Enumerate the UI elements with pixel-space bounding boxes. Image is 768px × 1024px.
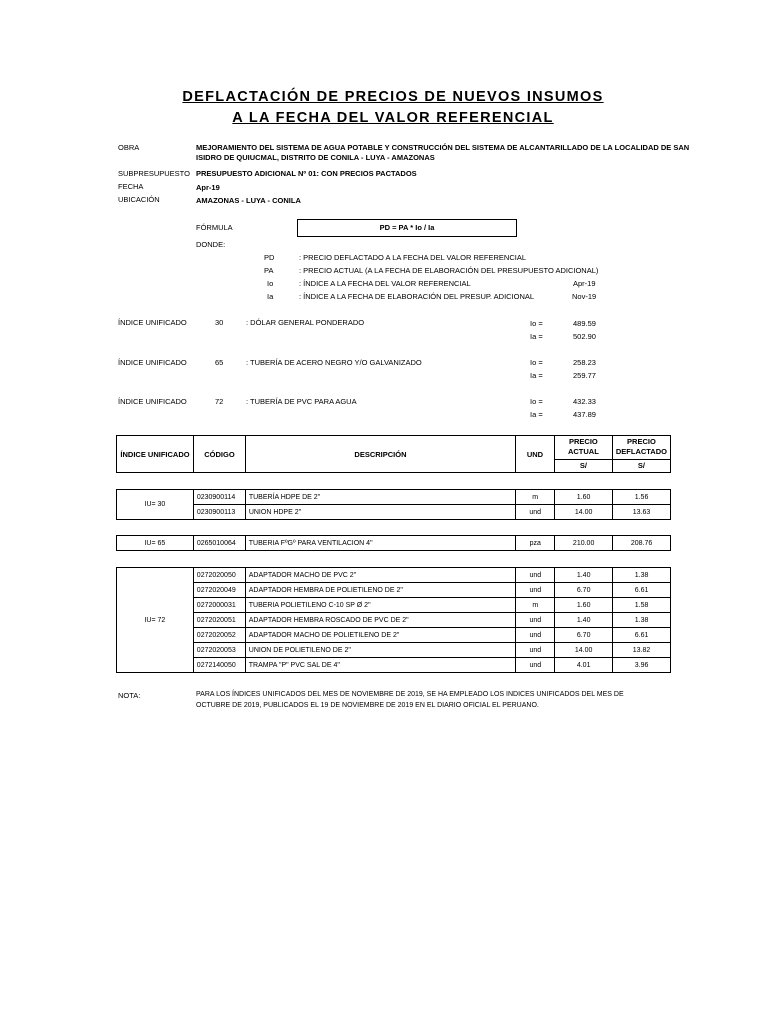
row-desc: UNION DE POLIETILENO DE 2" — [245, 643, 516, 658]
indice-io: 432.33 — [573, 397, 596, 406]
header-codigo: CÓDIGO — [193, 436, 245, 473]
row-desc: TUBERIA FºGº PARA VENTILACION 4" — [245, 536, 515, 551]
row-desc: TRAMPA "P" PVC SAL DE 4" — [245, 658, 516, 673]
indice-ia-label: Ia = — [530, 332, 543, 341]
indice-ia-label: Ia = — [530, 410, 543, 419]
table-row — [117, 643, 671, 658]
fecha-label: FECHA — [118, 182, 144, 191]
group-iu-label: IU= 65 — [117, 536, 194, 551]
indice-label: ÍNDICE UNIFICADO — [118, 318, 187, 327]
header-precio-deflactado — [612, 436, 670, 460]
indice-code: 30 — [215, 318, 224, 327]
row-precio-actual: 1.40 — [555, 568, 613, 583]
row-precio-actual: 14.00 — [555, 505, 613, 520]
row-und: und — [516, 643, 555, 658]
subpresupuesto-label: SUBPRESUPUESTO — [118, 169, 190, 178]
table-row — [117, 490, 671, 505]
row-precio-actual: 6.70 — [555, 583, 613, 598]
header-currency: S/ — [612, 459, 670, 472]
indice-code: 72 — [215, 397, 224, 406]
row-und: und — [516, 628, 555, 643]
indice-desc: : TUBERÍA DE PVC PARA AGUA — [246, 397, 357, 406]
nota-line1: PARA LOS ÍNDICES UNIFICADOS DEL MES DE NOVIEMBRE DE 2019, SE HA EMPLEADO LOS INDICES UNIFICADOS DEL MES DE — [196, 691, 624, 698]
indice-io-label: Io = — [530, 397, 543, 406]
row-desc: UNION HDPE 2" — [245, 505, 515, 520]
row-precio-actual: 4.01 — [555, 658, 613, 673]
row-und: pza — [516, 536, 555, 551]
indice-label: ÍNDICE UNIFICADO — [118, 358, 187, 367]
ubicacion-label: UBICACIÓN — [118, 195, 160, 204]
row-precio-deflactado: 1.56 — [613, 490, 671, 505]
row-precio-deflactado: 1.38 — [613, 613, 671, 628]
nota-line2: OCTUBRE DE 2019, PUBLICADOS EL 19 DE NOVIEMBRE DE 2019 EN EL DIARIO OFICIAL EL PERUANO. — [196, 702, 539, 709]
formula-box: PD = PA * Io / Ia — [297, 219, 517, 237]
header-precio-actual-line1: PRECIO — [569, 437, 598, 447]
row-code: 0272020050 — [193, 568, 245, 583]
header-indice: ÍNDICE UNIFICADO — [117, 436, 194, 473]
row-code: 0272140050 — [193, 658, 245, 673]
row-precio-deflactado: 13.63 — [613, 505, 671, 520]
indice-ia: 437.89 — [573, 410, 596, 419]
formula-label: FÓRMULA — [196, 223, 233, 232]
ubicacion-value: AMAZONAS - LUYA - CONILA — [196, 196, 301, 205]
indice-ia-label: Ia = — [530, 371, 543, 380]
indice-label: ÍNDICE UNIFICADO — [118, 397, 187, 406]
row-precio-actual: 210.00 — [555, 536, 613, 551]
table-row — [117, 628, 671, 643]
table-row — [117, 658, 671, 673]
row-code: 0272020053 — [193, 643, 245, 658]
row-desc: TUBERÍA HDPE DE 2" — [245, 490, 515, 505]
row-code: 0230900113 — [193, 505, 245, 520]
row-code: 0272020049 — [193, 583, 245, 598]
group-iu-label: IU= 30 — [117, 490, 194, 520]
fecha-value: Apr-19 — [196, 183, 220, 192]
price-table-header — [116, 435, 671, 473]
indice-desc: : DÓLAR GENERAL PONDERADO — [246, 318, 365, 327]
row-und: und — [516, 658, 555, 673]
document-title-line2: A LA FECHA DEL VALOR REFERENCIAL — [232, 110, 554, 126]
row-code: 0272020051 — [193, 613, 245, 628]
table-row — [117, 598, 671, 613]
row-precio-deflactado: 13.82 — [613, 643, 671, 658]
def-sym: PD — [264, 253, 275, 262]
row-und: m — [516, 598, 555, 613]
def-date: Apr-19 — [573, 279, 596, 288]
obra-value-line1: MEJORAMIENTO DEL SISTEMA DE AGUA POTABLE Y CONSTRUCCIÓN DEL SISTEMA DE ALCANTARILLADO DE LA LOCALIDAD DE SAN — [196, 143, 690, 152]
group-table-iu72 — [116, 567, 671, 673]
document-title-line1: DEFLACTACIÓN DE PRECIOS DE NUEVOS INSUMOS — [182, 89, 604, 105]
header-descripcion: DESCRIPCIÓN — [245, 436, 515, 473]
group-iu-label: IU= 72 — [117, 568, 194, 673]
row-und: und — [516, 583, 555, 598]
table-row — [117, 583, 671, 598]
header-precio-actual-line2: ACTUAL — [567, 447, 599, 457]
obra-value-line2: ISIDRO DE QUIUCMAL, DISTRITO DE CONILA - LUYA - AMAZONAS — [196, 153, 435, 162]
row-desc: TUBERIA POLIETILENO C-10 SP Ø 2" — [245, 598, 516, 613]
def-sym: Io — [267, 279, 274, 288]
def-sym: Ia — [267, 292, 274, 301]
indice-ia: 259.77 — [573, 371, 596, 380]
row-und: m — [516, 490, 555, 505]
row-desc: ADAPTADOR MACHO DE POLIETILENO DE 2" — [245, 628, 516, 643]
row-precio-deflactado: 6.61 — [613, 583, 671, 598]
row-desc: ADAPTADOR HEMBRA DE POLIETILENO DE 2" — [245, 583, 516, 598]
row-precio-actual: 1.40 — [555, 613, 613, 628]
row-code: 0272020052 — [193, 628, 245, 643]
indice-io: 258.23 — [573, 358, 596, 367]
group-table-iu30 — [116, 489, 671, 520]
row-precio-deflactado: 1.38 — [613, 568, 671, 583]
indice-ia: 502.90 — [573, 332, 596, 341]
row-code: 0230900114 — [193, 490, 245, 505]
row-precio-deflactado: 1.58 — [613, 598, 671, 613]
def-text: : ÍNDICE A LA FECHA DEL VALOR REFERENCIAL — [299, 279, 471, 288]
row-und: und — [516, 568, 555, 583]
row-und: und — [516, 613, 555, 628]
header-und: UND — [516, 436, 555, 473]
row-precio-actual: 6.70 — [555, 628, 613, 643]
table-row — [117, 505, 671, 520]
indice-io-label: Io = — [530, 358, 543, 367]
subpresupuesto-value: PRESUPUESTO ADICIONAL Nº 01: CON PRECIOS PACTADOS — [196, 169, 417, 178]
header-precio-deflactado-line1: PRECIO — [627, 437, 656, 447]
def-sym: PA — [264, 266, 274, 275]
def-text: : PRECIO ACTUAL (A LA FECHA DE ELABORACIÓN DEL PRESUPUESTO ADICIONAL) — [299, 266, 599, 275]
indice-desc: : TUBERÍA DE ACERO NEGRO Y/O GALVANIZADO — [246, 358, 422, 367]
row-precio-actual: 1.60 — [555, 490, 613, 505]
header-precio-deflactado-line2: DEFLACTADO — [615, 447, 667, 457]
row-desc: ADAPTADOR MACHO DE PVC 2" — [245, 568, 516, 583]
obra-label: OBRA — [118, 143, 140, 152]
row-precio-actual: 14.00 — [555, 643, 613, 658]
row-und: und — [516, 505, 555, 520]
row-precio-deflactado: 3.96 — [613, 658, 671, 673]
header-precio-actual — [554, 436, 612, 460]
row-precio-deflactado: 6.61 — [613, 628, 671, 643]
table-row — [117, 613, 671, 628]
header-currency: S/ — [554, 459, 612, 472]
row-desc: ADAPTADOR HEMBRA ROSCADO DE PVC DE 2" — [245, 613, 516, 628]
indice-code: 65 — [215, 358, 224, 367]
def-date: Nov-19 — [572, 292, 597, 301]
row-precio-actual: 1.60 — [555, 598, 613, 613]
row-precio-deflactado: 208.76 — [613, 536, 671, 551]
nota-label: NOTA: — [118, 691, 141, 700]
def-text: : PRECIO DEFLACTADO A LA FECHA DEL VALOR REFERENCIAL — [299, 253, 527, 262]
def-text: : ÍNDICE A LA FECHA DE ELABORACIÓN DEL PRESUP. ADICIONAL — [299, 292, 535, 301]
donde-label: DONDE: — [196, 240, 226, 249]
indice-io: 489.59 — [573, 319, 596, 328]
group-table-iu65 — [116, 535, 671, 551]
table-row — [117, 536, 671, 551]
row-code: 0265010064 — [193, 536, 245, 551]
row-code: 0272000031 — [193, 598, 245, 613]
indice-io-label: Io = — [530, 319, 543, 328]
table-row — [117, 568, 671, 583]
